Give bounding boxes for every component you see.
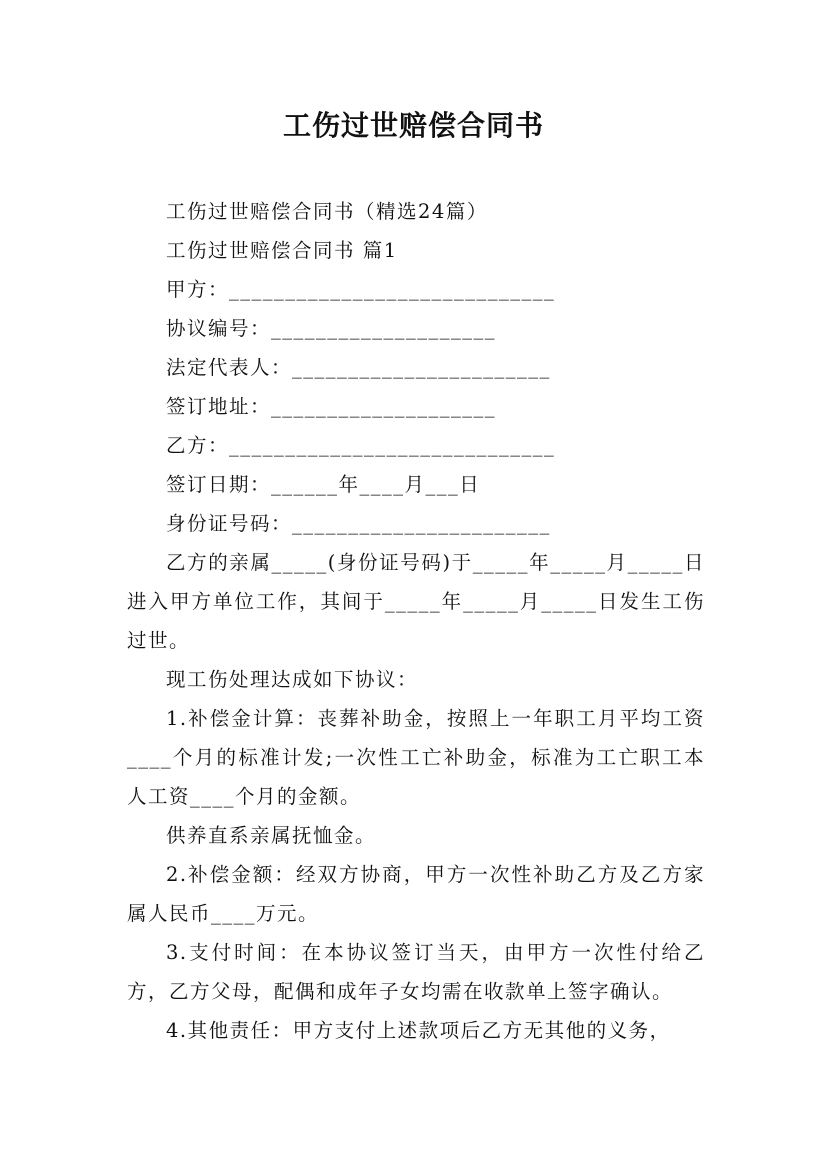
document-body <box>127 192 705 1050</box>
body-paragraph: 乙方的亲属_____(身份证号码)于_____年_____月_____日进入甲方单位工作，其间于_____年_____月_____日发生工伤过世。 <box>127 551 705 652</box>
body-paragraph: 现工伤处理达成如下协议： <box>166 668 419 691</box>
agreement-number-field: 协议编号：____________________ <box>166 317 497 340</box>
body-paragraph: 供养直系亲属抚恤金。 <box>166 824 377 847</box>
section-heading: 工伤过世赔偿合同书 篇1 <box>166 239 398 262</box>
clause-paragraph: 3.支付时间：在本协议签订当天，由甲方一次性付给乙方，乙方父母，配偶和成年子女均需在收款单上签字确认。 <box>127 941 705 1003</box>
party-a-field: 甲方：_____________________________ <box>166 278 556 301</box>
clause-paragraph: 4.其他责任：甲方支付上述款项后乙方无其他的义务， <box>166 1019 671 1042</box>
id-number-field: 身份证号码：_______________________ <box>166 512 551 535</box>
signing-date-field: 签订日期：______年____月___日 <box>166 473 481 496</box>
clause-paragraph: 2.补偿金额：经双方协商，甲方一次性补助乙方及乙方家属人民币____万元。 <box>127 863 705 925</box>
subtitle-paragraph: 工伤过世赔偿合同书（精选24篇） <box>166 200 488 223</box>
clause-paragraph: 1.补偿金计算：丧葬补助金，按照上一年职工月平均工资____个月的标准计发;一次性工亡补助金，标准为工亡职工本人工资____个月的金额。 <box>127 707 705 808</box>
document-title: 工伤过世赔偿合同书 <box>282 109 544 142</box>
legal-representative-field: 法定代表人：_______________________ <box>166 356 551 379</box>
signing-address-field: 签订地址：____________________ <box>166 395 497 418</box>
party-b-field: 乙方：_____________________________ <box>166 434 556 457</box>
